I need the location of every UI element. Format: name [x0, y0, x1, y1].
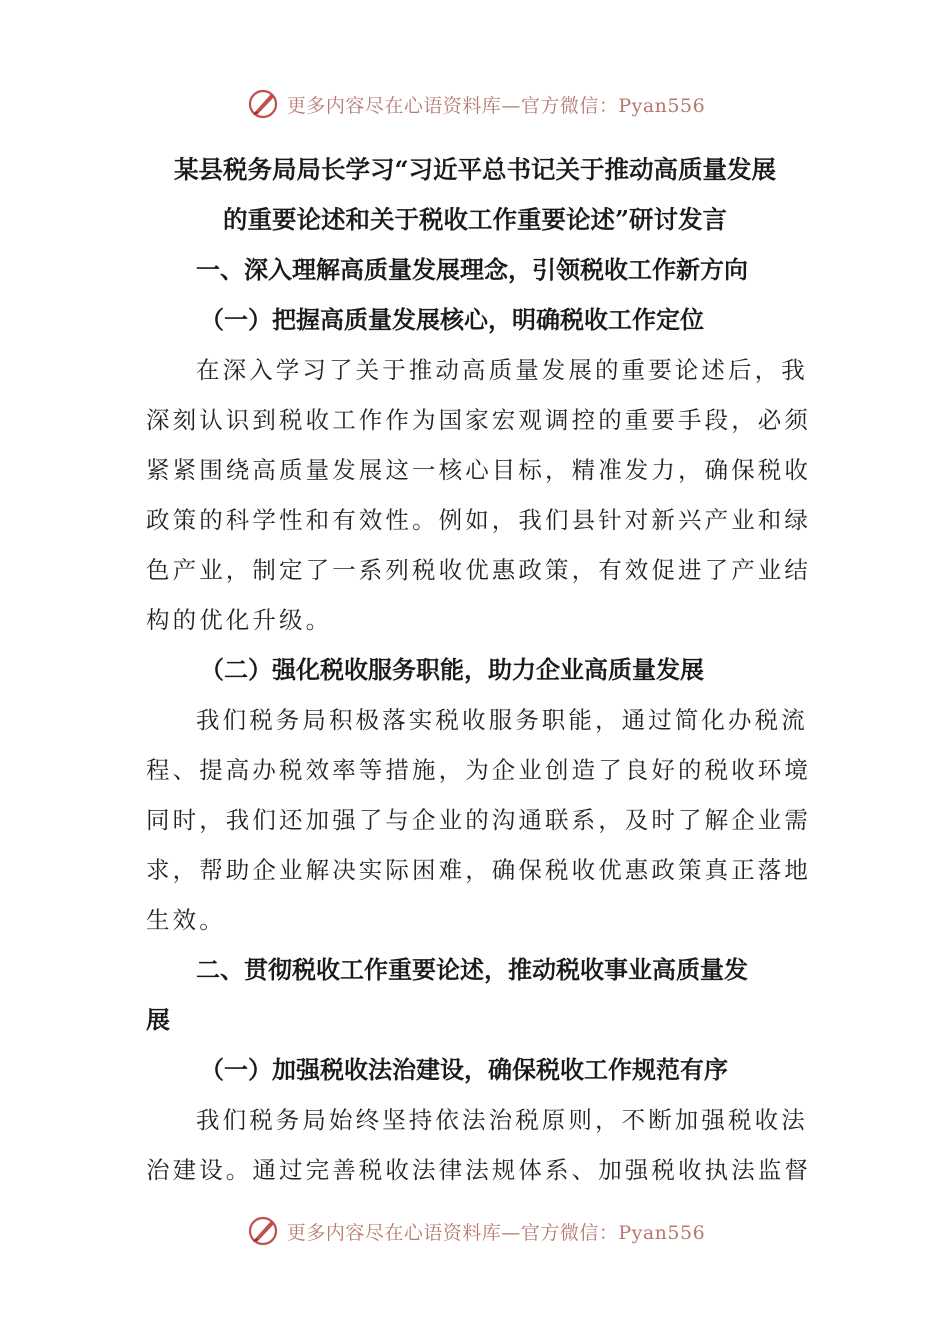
section-1-sub-1-paragraph [146, 345, 811, 645]
section-1-sub-1-heading: （一）把握高质量发展核心，明确税收工作定位 [200, 305, 704, 334]
document-title-line-2: 的重要论述和关于税收工作重要论述”研讨发言 [222, 205, 728, 234]
paragraph-line: 我们税务局积极落实税收服务职能，通过简化办税流 [196, 706, 808, 734]
watermark-text: 更多内容尽在心语资料库—官方微信：Pyan556 [286, 94, 706, 117]
paragraph-line: 紧紧围绕高质量发展这一核心目标，精准发力，确保税收 [146, 456, 811, 484]
paragraph-line: 求，帮助企业解决实际困难，确保税收优惠政策真正落地 [146, 856, 811, 884]
document-title-line-1: 某县税务局局长学习“习近平总书记关于推动高质量发展 [173, 155, 777, 184]
section-2-heading-line-2: 展 [146, 1005, 170, 1034]
quill-logo-icon [245, 1213, 281, 1249]
watermark-text: 更多内容尽在心语资料库—官方微信：Pyan556 [286, 1221, 706, 1244]
section-2-sub-1-heading: （一）加强税收法治建设，确保税收工作规范有序 [200, 1055, 728, 1084]
section-1-sub-2-paragraph [146, 695, 811, 945]
paragraph-line: 治建设。通过完善税收法律法规体系、加强税收执法监督 [146, 1156, 811, 1184]
section-2-sub-1-paragraph [146, 1095, 811, 1195]
paragraph-line: 程、提高办税效率等措施，为企业创造了良好的税收环境 [146, 756, 811, 784]
watermark-bottom [0, 1211, 950, 1251]
paragraph-line: 在深入学习了关于推动高质量发展的重要论述后，我 [196, 356, 808, 384]
paragraph-line: 政策的科学性和有效性。例如，我们县针对新兴产业和绿 [146, 506, 811, 534]
paragraph-line: 我们税务局始终坚持依法治税原则，不断加强税收法 [196, 1106, 808, 1134]
section-1-heading: 一、深入理解高质量发展理念，引领税收工作新方向 [196, 255, 748, 284]
paragraph-line: 生效。 [146, 906, 226, 934]
section-2-heading-line-1: 二、贯彻税收工作重要论述，推动税收事业高质量发 [196, 955, 748, 984]
watermark-top [0, 84, 950, 124]
paragraph-line: 构的优化升级。 [146, 606, 333, 634]
paragraph-line: 深刻认识到税收工作作为国家宏观调控的重要手段，必须 [146, 406, 811, 434]
paragraph-line: 同时，我们还加强了与企业的沟通联系，及时了解企业需 [146, 806, 811, 834]
section-1-sub-2-heading: （二）强化税收服务职能，助力企业高质量发展 [200, 655, 704, 684]
quill-logo-icon [245, 86, 281, 122]
paragraph-line: 色产业，制定了一系列税收优惠政策，有效促进了产业结 [146, 556, 811, 584]
